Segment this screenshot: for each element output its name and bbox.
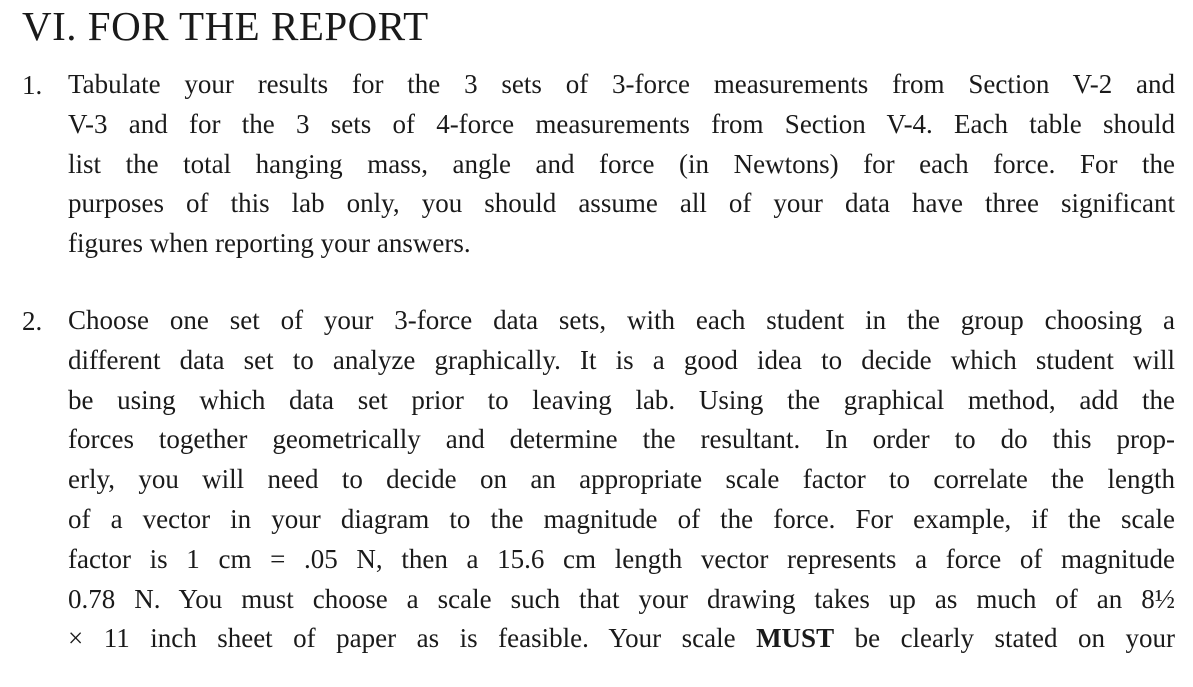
text-segment: be clearly stated on your <box>834 623 1175 654</box>
text-line: be using which data set prior to leaving lab. Using the graphical method, add the <box>68 384 1175 415</box>
text-line: figures when reporting your answers. <box>68 228 471 259</box>
text-line: erly, you will need to decide on an appropriate scale factor to correlate the length <box>68 464 1175 495</box>
text-line: forces together geometrically and determine the resultant. In order to do this prop- <box>68 424 1175 455</box>
text-line: 0.78 N. You must choose a scale such that your drawing takes up as much of an 8½ <box>68 583 1175 614</box>
text-line: Choose one set of your 3-force data sets, with each student in the group choosing a <box>68 305 1175 335</box>
emphasis-must: MUST <box>756 623 835 654</box>
text-line: factor is 1 cm = .05 N, then a 15.6 cm length vector represents a force of magnitude <box>68 543 1175 574</box>
text-line: V-3 and for the 3 sets of 4-force measurements from Section V-4. Each table should <box>68 108 1175 139</box>
text-line: Tabulate your results for the 3 sets of 3-force measurements from Section V-2 and <box>68 69 1175 99</box>
text-line: different data set to analyze graphically. It is a good idea to decide which student will <box>68 344 1175 375</box>
text-line <box>68 619 1175 659</box>
section-title: VI. FOR THE REPORT <box>22 3 429 49</box>
text-line: purposes of this lab only, you should assume all of your data have three significant <box>68 188 1175 219</box>
item-number: 1. <box>22 70 43 100</box>
text-line: of a vector in your diagram to the magnitude of the force. For example, if the scale <box>68 503 1175 534</box>
item-number: 2. <box>22 306 43 336</box>
text-line: list the total hanging mass, angle and force (in Newtons) for each force. For the <box>68 148 1175 179</box>
text-segment: × 11 inch sheet of paper as is feasible. Your scale <box>68 623 757 654</box>
